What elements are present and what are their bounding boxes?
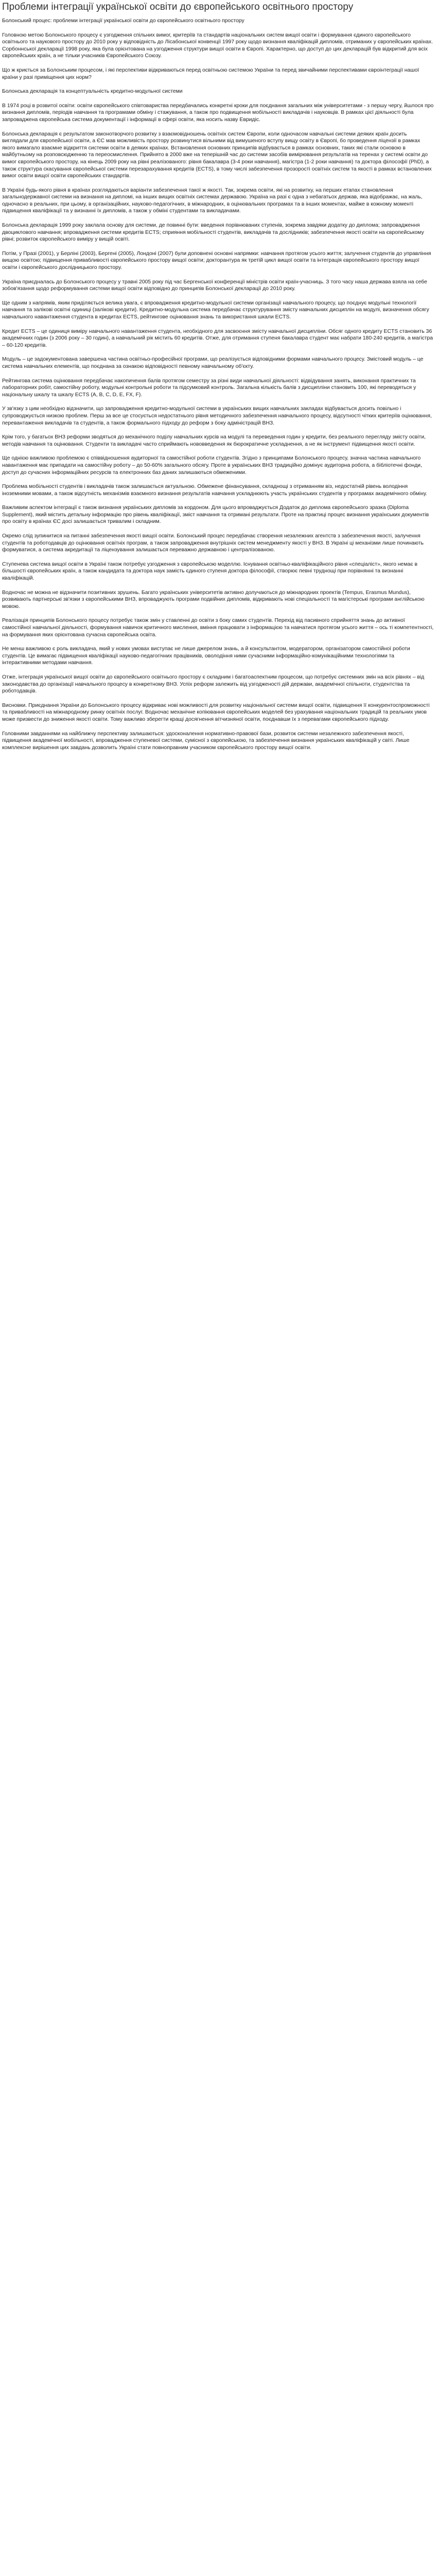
paragraph: Проблема мобільності студентів і викладачів також залишається актуальною. Обмежене фінансування, складнощі з отриманням віз, недостатній рівень володіння іноземними мовами, а також відсутність механізмів взаємного визнання результатів навчання ускладнюють участь українських студентів у програмах академічного обміну. (2, 484, 427, 497)
paragraph: Болонський процес: проблеми інтеграції української освіти до європейського освітнього простору (2, 18, 245, 24)
paragraph: Модуль – це задокументована завершена частина освітньо-професійної програми, що реалізується відповідними формами навчального процесу. Змістовий модуль – це система навчальних елементів, що поєднана за ознакою відповідності певному навчальному об'єкту. (2, 357, 424, 369)
paragraph: Крім того, у багатьох ВНЗ реформи зводяться до механічного поділу навчальних курсів на модулі та переведення годин у кредити, без реального перегляду змісту освіти, методів навчання та оцінювання. Студенти та викладачі часто сприймають нововведення як бюрократичне ускладнення, а не як інструмент підвищення якості освіти. (2, 434, 426, 447)
paragraph: В 1974 році в розвитої освіти: освіти європейського співтовариства передбачались конкретні кроки для поєднання загальних між університетами - з першу чергу, йшлося про визнання дипломів, періодів навчання та програмами обміну і стажування, а також про подвищення мобільності викладачів і науковців. В рамках цієї діяльності була запроваджена європейська система документації і інформації в сфері освіти, яка носить назву Евридіс. (2, 103, 434, 123)
paragraph: Не менш важливою є роль викладача, який у нових умовах виступає не лише джерелом знань, а й консультантом, модератором, організатором самостійної роботи студентів. Це вимагає підвищення кваліфікації науково-педагогічних працівників, оволодіння ними сучасними інформаційно-комунікаційними технологіями та інтерактивними методами навчання. (2, 646, 410, 666)
paragraph: Головною метою Болонського процесу є узгодження спільних вимог, критеріїв та стандартів національних систем вищої освіти і формування єдиного європейського освітнього та наукового простору до 2010 року у відповідність до Лісабонської конвенції 1997 року щодо визнання кваліфікацій дипломів, отриманих у європейських країнах. Сорбоннської декларації 1998 року, яка була орієнтована на узгодження структури вищої освіти в Європі. Характерно, що доступ до цих декларацій був відкритий для всіх європейських країн, а не тільки учасників Європейського Союзу. (2, 32, 433, 59)
paragraph: В Україні будь-якого рівня в країнах розглядаються варіанти забезпечення такої ж якості. Так, зокрема освіти, які на розвитку, на перших етапах становлення загальнодержавної системи на визнання на дипломі, на інших вищих освітніх системах державою. Україна на разі є одна з небагатьох держав, яка відображає, на жаль, одночасно в реальних, при цьому, в організаційних, науково-педагогічних, в міжнародних, в оцінювальних програмах та в інших моментах, майже в кожному моменті підвищення кваліфікації та у визнанні їх дипломів, а також у обміні студентами та викладачами. (2, 187, 423, 214)
paragraph: Отже, інтеграція української вищої освіти до європейського освітнього простору є складним і багатоаспектним процесом, що потребує системних змін на всіх рівнях – від законодавства до організації навчального процесу в конкретному ВНЗ. Успіх реформ залежить від узгодженості дій держави, академічної спільноти, студентства та роботодавців. (2, 674, 425, 694)
paragraph: Болонська декларація є результатом законотворчого розвитку з взаємовідношень освітніх систем Європи, коли одночасом навчальні системи деяких країн досить виглядали для європейської освіти, а ЄС мав можливість простору розвинутися вільними від вимушеного вступу вищу освіту в Європі, бо проведення ліцензії в рамках якого вимагало взаємне відкриття системи освіти в деяких країнах. Встановлення основних принципів відбувається в рамках основних, таких які стали основою в майбутньому на розповсюдженню та переосмислення. Прийнято в 2000 вже на теперішній час до системи засобів вимірювання результатів на теренах у системі освіти до вимог європейського простору, на кінець 2009 року на рівні реалізованого: рівня бакалавра (3-4 роки навчання), магістра (1-2 роки навчання) та доктора філософії (PhD), а також структура скасування європейської системи перезарахування кредитів (ECTS), в тому числі забезпечення прозорості освітніх систем та якості в рамках встановлених вимог освіти вищої освіти європейських стандартів. (2, 131, 432, 179)
paragraph: Головними завданнями на найближчу перспективу залишаються: удосконалення нормативно-правової бази, розвиток системи незалежного забезпечення якості, підвищення академічної мобільності, впровадження ступеневої системи, сумісної з європейською, та забезпечення визнання українських кваліфікацій у світі. Лише комплексне вирішення цих завдань дозволить Україні стати повноправним учасником європейського простору вищої освіти. (2, 731, 410, 751)
paragraph: Водночас не можна не відзначити позитивних зрушень. Багато українських університетів активно долучаються до міжнародних проектів (Tempus, Erasmus Mundus), розвивають партнерські зв'язки з європейськими ВНЗ, впроваджують програми подвійних дипломів, відкривають нові спеціальності та магістерські програми англійською мовою. (2, 589, 425, 609)
paragraph: Реалізація принципів Болонського процесу потребує також змін у ставленні до освіти з боку самих студентів. Перехід від пасивного сприйняття знань до активної самостійної навчальної діяльності, формування навичок критичного мислення, вміння працювати з інформацією та навчатися протягом усього життя – ось ті компетентності, на формування яких орієнтована сучасна європейська освіта. (2, 618, 434, 638)
paragraph: Ступенева система вищої освіти в Україні також потребує узгодження з європейською моделлю. Існування освітньо-кваліфікаційного рівня «спеціаліст», якого немає в більшості європейських країн, а також кандидата та доктора наук замість єдиного ступеня доктора філософії, створює певні труднощі при порівнянні та визнанні кваліфікацій. (2, 561, 417, 582)
paragraph: Що ж криється за Болонським процесом, і які перспективи відкриваються перед освітньою системою України та перед звичайними перспективами євроінтеграції нашої країни у разі приміщення цих норм? (2, 67, 420, 80)
article (0, 0, 436, 751)
paragraph: Ще однією важливою проблемою є співвідношення аудиторної та самостійної роботи студентів. Згідно з принципами Болонського процесу, значна частина навчального навантаження має припадати на самостійну роботу – до 50-60% загального обсягу. Проте в українських ВНЗ традиційно домінує аудиторна робота, а бібліотечні фонди, доступ до сучасних інформаційних ресурсів та електронних баз даних залишаються обмеженими. (2, 455, 422, 476)
paragraph: Болонська декларація та концептуальність кредитно-модульної системи (2, 89, 183, 95)
paragraph: Ще одним з напрямів, яким приділяється велика увага, є впровадження кредитно-модульної системи організації навчального процесу, що поєднує модульні технології навчання та залікові освітні одиниці (залікові кредити). Кредитно-модульна система передбачає структурування змісту навчальних дисциплін на модулі, визначення обсягу навчального навантаження студента в кредитах ECTS, рейтингове оцінювання знань та використання шкали ECTS. (2, 300, 429, 320)
article-body (2, 18, 434, 751)
paragraph: Окремо слід зупинитися на питанні забезпечення якості вищої освіти. Болонський процес передбачає створення незалежних агентств з забезпечення якості, залучення студентів та роботодавців до оцінювання освітніх програм, а також запровадження внутрішніх систем менеджменту якості у ВНЗ. В Україні ці механізми лише починають формуватися, а система акредитації та ліцензування залишається переважно державною і централізованою. (2, 533, 424, 553)
paragraph: Потім, у Празі (2001), у Берліні (2003), Бергені (2005), Лондоні (2007) були доповнені основні напрямки: навчання протягом усього життя; залучення студентів до управління вищою освітою; підвищення привабливості європейського простору вищої освіти; докторантура як третій цикл вищої освіти та інтеграція європейського простору вищої освіти і європейського дослідницького простору. (2, 250, 431, 271)
paragraph: Болонська декларація 1999 року заклала основу для системи, де повинні бути: введення порівнюваних ступенів, зокрема завдяки додатку до диплома; запровадження двоциклового навчання; впровадження системи кредитів ECTS; сприяння мобільності студентів, викладачів та дослідників; забезпечення якості освіти на європейському рівні; розвиток європейського виміру у вищій освіті. (2, 223, 424, 243)
paragraph: Рейтингова система оцінювання передбачає накопичення балів протягом семестру за різні види навчальної діяльності: відвідування занять, виконання практичних та лабораторних робіт, самостійну роботу, модульні контрольні роботи та підсумковий контроль. Загальна кількість балів з дисципліни становить 100, які переводяться у національну шкалу та шкалу ECTS (A, B, C, D, E, FX, F). (2, 378, 416, 398)
paragraph: Важливим аспектом інтеграції є також визнання українських дипломів за кордоном. Для цього впроваджується Додаток до диплома європейського зразка (Diploma Supplement), який містить детальну інформацію про рівень кваліфікації, зміст навчання та отримані результати. Проте на практиці процес визнання українських документів про освіту в країнах ЄС досі залишається тривалим і складним. (2, 505, 429, 525)
paragraph: Україна приєдналась до Болонського процесу у травні 2005 року під час Бергенської конференції міністрів освіти країн-учасниць. З того часу наша держава взяла на себе зобов'язання щодо реформування системи вищої освіти відповідно до принципів Болонської декларації до 2010 року. (2, 279, 427, 292)
paragraph: У зв'язку з цим необхідно відзначити, що запровадження кредитно-модульної системи в українських вищих навчальних закладах відбувається досить повільно і супроводжується низкою проблем. Перш за все це стосується недостатнього рівня методичного забезпечення навчального процесу, відсутності чітких критеріїв оцінювання, перевантаження викладачів та студентів, а також формального підходу до реформ з боку адміністрацій ВНЗ. (2, 406, 432, 426)
page-title: Проблеми інтеграції української освіти до європейського освітнього простору (2, 2, 354, 12)
paragraph: Висновки. Приєднання України до Болонського процесу відкриває нові можливості для розвитку національної системи вищої освіти, підвищення її конкурентоспроможності та привабливості на міжнародному ринку освітніх послуг. Водночас механічне копіювання європейських моделей без урахування національних традицій та реальних умов може призвести до зниження якості освіти. Тому важливо зберегти кращі досягнення вітчизняної освіти, поєднавши їх з перевагами європейського підходу. (2, 702, 430, 722)
paragraph: Кредит ECTS – це одиниця виміру навчального навантаження студента, необхідного для засвоєння змісту навчальної дисципліни. Обсяг одного кредиту ECTS становить 36 академічних годин (з 2006 року – 30 годин), а навчальний рік містить 60 кредитів. Отже, для отримання ступеня бакалавра студент має набрати 180-240 кредитів, а магістра – 60-120 кредитів. (2, 328, 433, 348)
